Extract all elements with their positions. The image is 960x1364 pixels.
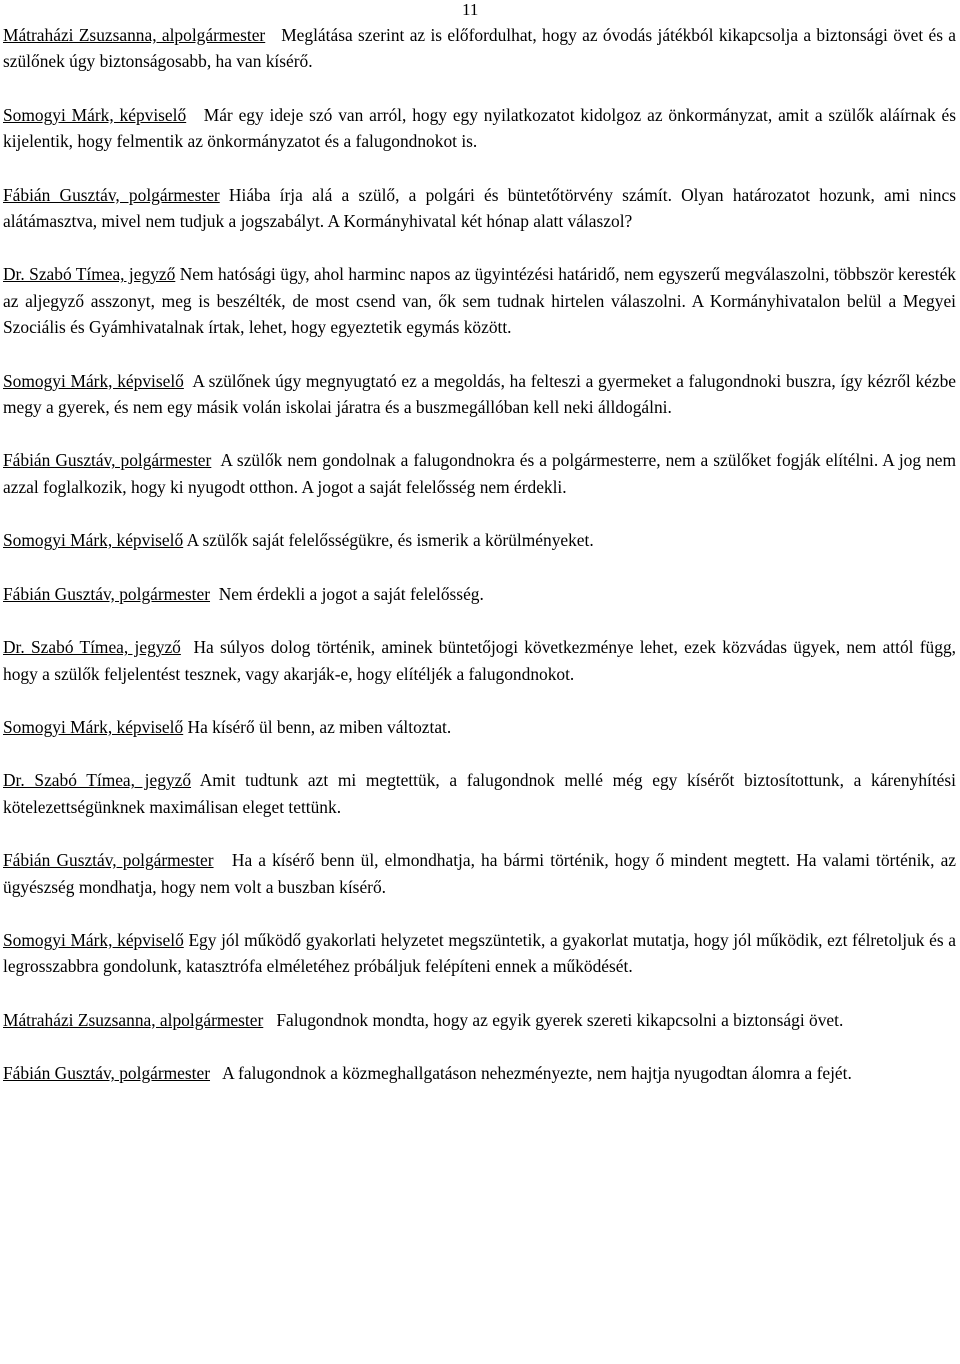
paragraph <box>3 847 956 900</box>
paragraph <box>3 368 956 421</box>
speaker-name: Fábián Gusztáv, polgármester <box>3 450 212 471</box>
speaker-name: Fábián Gusztáv, polgármester <box>3 184 220 205</box>
statement-text: Hiába írja alá a szülő, a polgári és büntetőtörvény számít. Olyan határozatot hozunk, ami nincs alátámasztva, mivel nem tudjuk a jogszabályt. A Kormányhivatal két hónap alatt válaszol? <box>3 184 956 232</box>
speaker-name: Dr. Szabó Tímea, jegyző <box>3 770 192 791</box>
paragraph <box>3 927 956 980</box>
paragraph <box>3 102 956 155</box>
speaker-name: Somogyi Márk, képviselő <box>3 716 184 737</box>
statement-text: Egy jól működő gyakorlati helyzetet megszüntetik, a gyakorlat mutatja, hogy jól működik, ezt félretoljuk és a legrosszabbra gondolunk, katasztrófa elméletéhez próbáljuk felépíteni ennek a működését. <box>3 929 956 977</box>
speaker-name: Dr. Szabó Tímea, jegyző <box>3 637 181 658</box>
paragraph <box>3 714 956 740</box>
statement-text: Falugondnok mondta, hogy az egyik gyerek szereti kikapcsolni a biztonsági övet. <box>276 1009 844 1030</box>
speaker-name: Fábián Gusztáv, polgármester <box>3 1063 211 1084</box>
statement-text: A szülők saját felelősségükre, és ismerik a körülményeket. <box>186 530 594 551</box>
statement-text: Nem hatósági ügy, ahol harminc napos az ügyintézési határidő, nem egyszerű megválaszolni, többször keresték az aljegyző asszonyt, meg is beszélték, de most csend van, ők sem tudnak hirtelen válaszolni. A Kormányhivatalon belül a Megyei Szociális és Gyámhivatalnak írtak, lehet, hogy egyeztetik egymás között. <box>3 264 956 338</box>
paragraph <box>3 767 956 820</box>
page-number: 11 <box>462 0 479 19</box>
speaker-name: Somogyi Márk, képviselő <box>3 104 187 125</box>
statement-text: Ha súlyos dolog történik, aminek büntetőjogi következménye lehet, ezek közvádas ügyek, nem attól függ, hogy a szülők feljelentést tesznek, vagy akarják-e, hogy elítéljék a falugondnokot. <box>3 637 956 684</box>
paragraph <box>3 634 956 687</box>
statement-text: A falugondnok a közmeghallgatáson nehezményezte, nem hajtja nyugodtan álomra a fejét. <box>222 1063 852 1084</box>
statement-text: Meglátása szerint az is előfordulhat, hogy az óvodás játékból kikapcsolja a biztonsági övet és a szülőnek úgy biztonságosabb, ha van kísérő. <box>3 25 957 72</box>
statement-text: Ha kísérő ül benn, az miben változtat. <box>187 716 452 737</box>
statement-text: Nem érdekli a jogot a saját felelősség. <box>218 583 484 604</box>
statement-text: Már egy ideje szó van arról, hogy egy nyilatkozatot kidolgoz az önkormányzat, amit a szülők aláírnak és kijelentik, hogy felmentik az önkormányzatot és a falugondnokot is. <box>3 104 957 152</box>
paragraph <box>3 581 956 607</box>
speaker-name: Mátraházi Zsuzsanna, alpolgármester <box>3 1009 264 1030</box>
paragraph <box>3 22 956 75</box>
paragraph <box>3 1060 956 1086</box>
speaker-name: Mátraházi Zsuzsanna, alpolgármester <box>3 25 266 45</box>
speaker-name: Fábián Gusztáv, polgármester <box>3 583 211 604</box>
statement-text: A szülők nem gondolnak a falugondnokra és a polgármesterre, nem a szülőket fogják elítélni. A jog nem azzal foglalkozik, hogy ki nyugodt otthon. A jogot a saját felelősség nem érdekli. <box>3 450 957 497</box>
speaker-name: Fábián Gusztáv, polgármester <box>3 850 214 871</box>
statement-text: Amit tudtunk azt mi megtettük, a falugondnok mellé még egy kísérőt biztosítottunk, a kárenyhítési kötelezettségünknek maximálisan eleget tettünk. <box>3 770 956 817</box>
speaker-name: Somogyi Márk, képviselő <box>3 530 184 551</box>
speaker-name: Somogyi Márk, képviselő <box>3 929 184 950</box>
paragraph <box>3 182 956 235</box>
paragraph <box>3 1007 956 1033</box>
paragraph <box>3 447 956 500</box>
document-body <box>3 22 956 1114</box>
paragraph <box>3 527 956 553</box>
speaker-name: Dr. Szabó Tímea, jegyző <box>3 264 176 285</box>
paragraph <box>3 261 956 340</box>
statement-text: A szülőnek úgy megnyugtató ez a megoldás, ha felteszi a gyermeket a falugondnoki buszra, így kézről kézbe megy a gyerek, és nem egy másik volán iskolai járatra és a buszmegállóban kell neki álldogálni. <box>3 370 956 418</box>
speaker-name: Somogyi Márk, képviselő <box>3 370 184 391</box>
statement-text: Ha a kísérő benn ül, elmondhatja, ha bármi történik, hogy ő mindent megtett. Ha valami történik, az ügyészség mondhatja, hogy nem volt a buszban kísérő. <box>3 850 957 897</box>
